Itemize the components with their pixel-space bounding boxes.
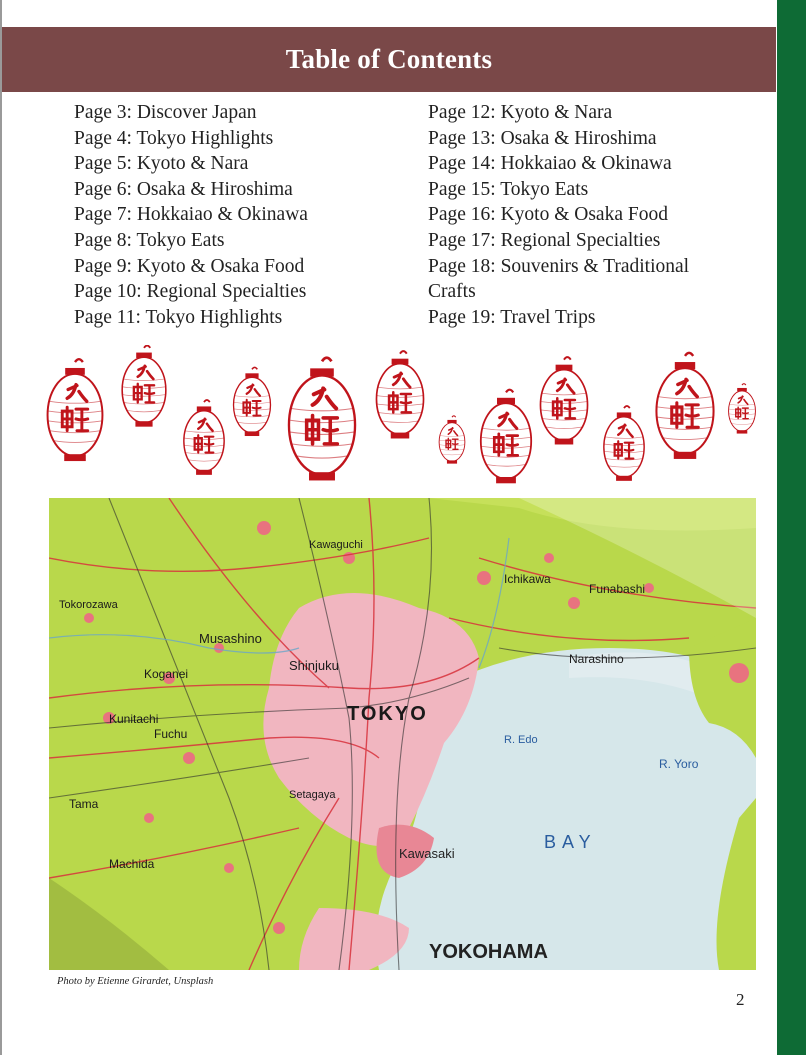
title-bar xyxy=(2,27,776,92)
toc-entry[interactable]: Page 11: Tokyo Highlights xyxy=(74,306,283,328)
toc-entry[interactable]: Page 14: Hokkaiao & Okinawa xyxy=(428,153,672,175)
lantern-icon xyxy=(376,351,423,438)
toc-entry[interactable]: Page 9: Kyoto & Osaka Food xyxy=(74,255,305,277)
lantern-icon xyxy=(184,400,224,475)
lantern-row xyxy=(44,345,764,495)
toc-entry[interactable]: Page 6: Osaka & Hiroshima xyxy=(74,178,293,200)
svg-text:Ichikawa: Ichikawa xyxy=(504,572,551,586)
svg-text:YOKOHAMA: YOKOHAMA xyxy=(429,941,548,963)
tokyo-map-photo xyxy=(49,498,756,970)
lantern-icon xyxy=(439,416,465,464)
svg-text:Tama: Tama xyxy=(69,797,99,811)
svg-text:Tokorozawa: Tokorozawa xyxy=(59,599,118,611)
side-color-band xyxy=(777,0,806,1055)
toc-entry[interactable]: Page 16: Kyoto & Osaka Food xyxy=(428,204,668,226)
toc-entry[interactable]: Page 8: Tokyo Eats xyxy=(74,229,225,251)
lantern-icon xyxy=(289,358,355,481)
lantern-icon xyxy=(48,359,103,461)
toc-entry[interactable]: Page 5: Kyoto & Nara xyxy=(74,153,249,175)
toc-entry[interactable]: Page 4: Tokyo Highlights xyxy=(74,127,274,149)
svg-text:BAY: BAY xyxy=(544,832,597,852)
page-title: Table of Contents xyxy=(285,44,493,74)
toc-entry[interactable]: Page 19: Travel Trips xyxy=(428,306,596,328)
lantern-icon xyxy=(656,353,713,459)
page-edge xyxy=(0,0,2,1055)
lantern-icon xyxy=(122,346,166,427)
page-number: 2 xyxy=(736,990,745,1009)
svg-text:R. Yoro: R. Yoro xyxy=(659,757,699,771)
toc-entry[interactable]: Page 3: Discover Japan xyxy=(74,102,257,123)
svg-text:Kawaguchi: Kawaguchi xyxy=(309,539,363,551)
toc-entry[interactable]: Page 10: Regional Specialties xyxy=(74,281,307,303)
toc-column-right xyxy=(428,100,728,330)
toc-entry[interactable]: Page 17: Regional Specialties xyxy=(428,229,661,251)
svg-text:Setagaya: Setagaya xyxy=(289,789,336,801)
svg-text:Funabashi: Funabashi xyxy=(589,582,646,596)
toc-entry[interactable]: Page 15: Tokyo Eats xyxy=(428,178,589,200)
map-illustration xyxy=(49,498,756,970)
photo-caption: Photo by Etienne Girardet, Unsplash xyxy=(57,976,214,987)
svg-text:Kunitachi: Kunitachi xyxy=(109,712,159,726)
lantern-icon xyxy=(729,384,756,434)
svg-text:R. Edo: R. Edo xyxy=(504,734,538,746)
svg-text:Fuchu: Fuchu xyxy=(154,727,188,741)
svg-text:TOKYO: TOKYO xyxy=(347,703,428,725)
lantern-icon xyxy=(604,406,644,481)
svg-text:Musashino: Musashino xyxy=(199,631,262,646)
toc-entry[interactable]: Page 7: Hokkaiao & Okinawa xyxy=(74,204,308,226)
lantern-icon xyxy=(234,367,271,436)
svg-text:Kawasaki: Kawasaki xyxy=(399,846,455,861)
lantern-icon xyxy=(481,390,531,484)
toc-entry[interactable]: Page 18: Souvenirs & Traditional Crafts xyxy=(428,255,690,303)
svg-text:Narashino: Narashino xyxy=(569,652,624,666)
svg-text:Machida: Machida xyxy=(109,857,155,871)
svg-text:Koganei: Koganei xyxy=(144,667,189,681)
toc-entry[interactable]: Page 12: Kyoto & Nara xyxy=(428,102,613,123)
toc-column-left xyxy=(74,100,404,330)
lantern-icon xyxy=(540,357,587,444)
svg-text:Shinjuku: Shinjuku xyxy=(289,658,339,673)
toc-entry[interactable]: Page 13: Osaka & Hiroshima xyxy=(428,127,657,149)
